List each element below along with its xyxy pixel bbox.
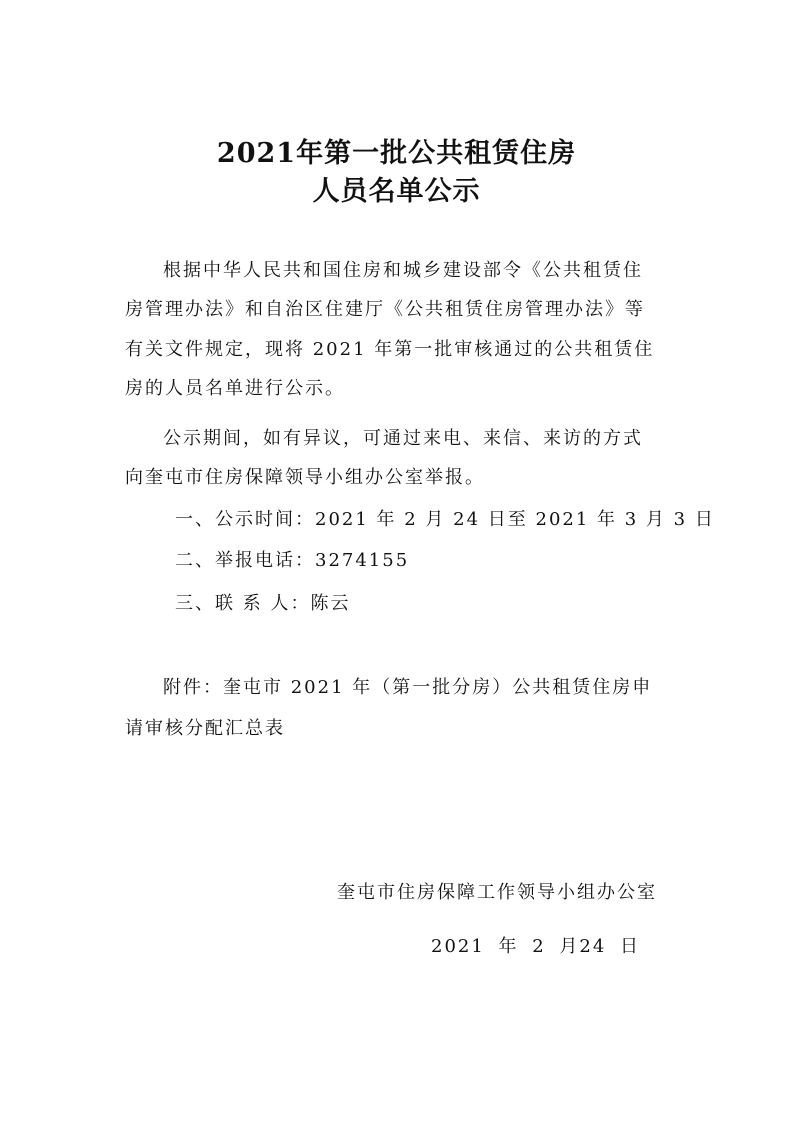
signature-organization: 奎屯市住房保障工作领导小组办公室 (337, 882, 657, 903)
item-contact-person: 三、联 系 人：陈云 (175, 593, 351, 614)
paragraph-1-line-2: 房管理办法》和自治区住建厅《公共租赁住房管理办法》等 (125, 299, 645, 320)
paragraph-1-line-4: 房的人员名单进行公示。 (125, 378, 345, 399)
paragraph-1-line-3: 有关文件规定，现将 2021 年第一批审核通过的公共租赁住 (125, 339, 655, 360)
paragraph-1-line-1: 根据中华人民共和国住房和城乡建设部令《公共租赁住 (163, 260, 643, 281)
paragraph-2-line-2: 向奎屯市住房保障领导小组办公室举报。 (125, 467, 485, 488)
item-report-phone: 二、举报电话：3274155 (175, 550, 410, 571)
attachment-line-1: 附件：奎屯市 2021 年（第一批分房）公共租赁住房申 (163, 677, 653, 698)
paragraph-2-line-1: 公示期间，如有异议，可通过来电、来信、来访的方式 (163, 428, 643, 449)
document-title-line-2: 人员名单公示 (312, 176, 481, 207)
document-title-line-1: 2021年第一批公共租赁住房 (216, 138, 577, 169)
signature-date: 2021 年 2 月24 日 (431, 936, 641, 957)
attachment-line-2: 请审核分配汇总表 (125, 718, 285, 739)
item-publicity-period: 一、公示时间：2021 年 2 月 24 日至 2021 年 3 月 3 日 (175, 509, 715, 530)
